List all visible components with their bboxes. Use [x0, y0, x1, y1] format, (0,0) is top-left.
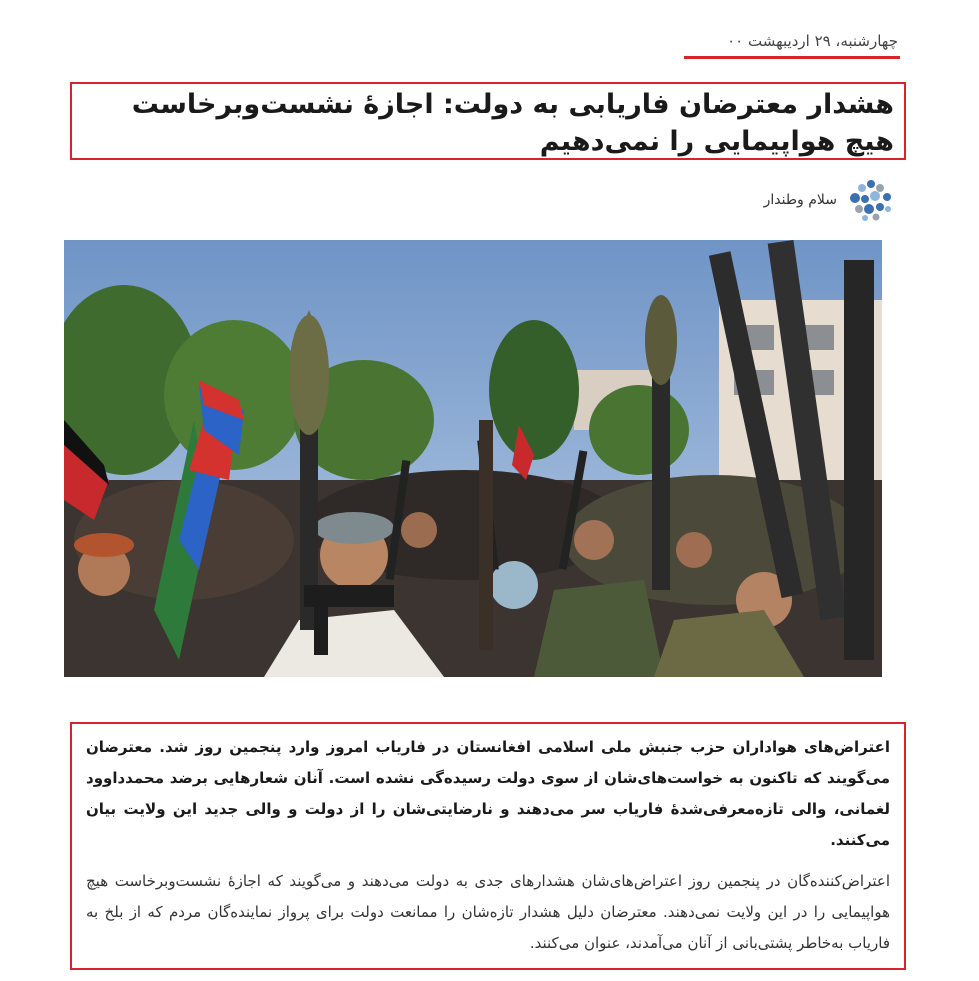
author-byline[interactable]: [764, 178, 895, 222]
article-photo: [64, 240, 882, 677]
article-date: چهارشنبه، ۲۹ اردیبهشت ۰۰: [727, 32, 898, 50]
author-logo-icon: [847, 178, 895, 222]
article-headline: هشدار معترضان فاریابی به دولت: اجازۀ نشست‌وبرخاست هیچ هواپیمایی را نمی‌دهیم: [131, 89, 894, 157]
article-body-box: [70, 722, 906, 970]
headline-box: [70, 82, 906, 160]
article-lead: اعتراض‌های هواداران حزب جنبش ملی اسلامی افغانستان در فاریاب امروز وارد پنجمین روز شد. معترضان می‌گویند که تاکنون به خواست‌های‌شان از سوی دولت رسیده‌گی نشده است. آنان شعارهایی برضد محمدداوود لغمانی، والی تازه‌معرفی‌شدۀ فاریاب سر می‌دهند و نارضایتی‌شان را از دولت و والی جدید این ولایت بیان می‌کنند.: [86, 738, 890, 849]
date-underline: [684, 56, 900, 59]
article-paragraph: اعتراض‌کننده‌گان در پنجمین روز اعتراض‌های‌شان هشدارهای جدی به دولت می‌دهند و می‌گویند که اجازۀ نشست‌وبرخاست هیچ هواپیمایی را در این ولایت نمی‌دهند. معترضان دلیل هشدار تازه‌شان را ممانعت دولت برای پرواز نماینده‌گان مردم که از بلخ به فاریاب به‌خاطر پشتی‌بانی از آنان می‌آمدند، عنوان می‌کنند.: [86, 872, 890, 952]
author-name: سلام وطندار: [763, 192, 837, 208]
